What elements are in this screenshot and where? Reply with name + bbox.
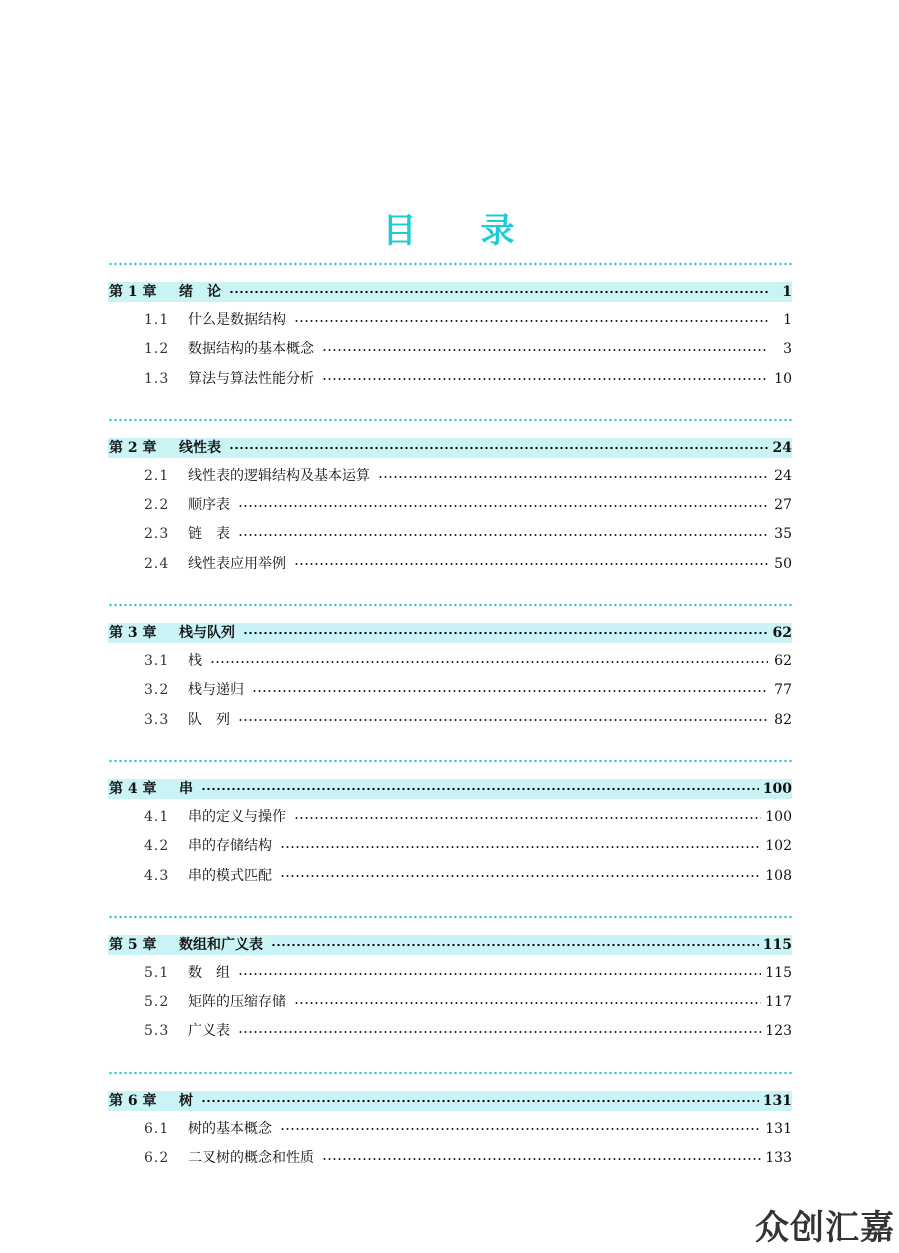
title-char-1: 目 — [382, 211, 419, 251]
section-title: 线性表的逻辑结构及基本运算 — [188, 467, 370, 484]
dotted-separator — [108, 418, 792, 422]
chapter-page-number: 24 — [772, 439, 792, 456]
chapter-block — [108, 418, 792, 579]
section-page-number: 77 — [774, 682, 792, 699]
section-title: 线性表应用举例 — [188, 555, 286, 572]
dot-leader — [280, 874, 761, 878]
section-row[interactable] — [108, 335, 792, 364]
section-row[interactable] — [108, 959, 792, 988]
section-page-number: 3 — [783, 341, 792, 358]
dot-leader — [238, 533, 768, 537]
dot-leader — [294, 816, 761, 820]
section-number: 6.2 — [144, 1150, 170, 1167]
section-page-number: 108 — [765, 867, 792, 884]
section-row[interactable] — [108, 862, 792, 891]
section-title: 算法与算法性能分析 — [188, 370, 314, 387]
section-page-number: 117 — [765, 994, 792, 1011]
section-title: 串的模式匹配 — [188, 867, 272, 884]
section-row[interactable] — [108, 1144, 792, 1173]
chapter-block — [108, 603, 792, 735]
dot-leader — [322, 348, 768, 352]
section-title: 顺序表 — [188, 497, 230, 514]
section-row[interactable] — [108, 1115, 792, 1144]
dot-leader — [280, 1127, 761, 1131]
section-number: 2.3 — [144, 526, 170, 543]
section-row[interactable] — [108, 988, 792, 1017]
section-page-number: 10 — [774, 370, 792, 387]
chapter-page-number: 131 — [762, 1092, 792, 1109]
section-number: 2.1 — [144, 467, 170, 484]
chapter-title: 线性表 — [179, 439, 221, 456]
section-row[interactable] — [108, 550, 792, 579]
section-title: 串的存储结构 — [188, 838, 272, 855]
watermark-logo: 众创汇嘉 — [755, 1208, 895, 1248]
section-title: 二叉树的概念和性质 — [188, 1150, 314, 1167]
dot-leader — [201, 1099, 759, 1103]
chapter-label: 第 2 章 — [109, 439, 157, 456]
chapter-page-number: 1 — [782, 284, 792, 300]
section-title: 什么是数据结构 — [188, 312, 286, 328]
section-row[interactable] — [108, 520, 792, 549]
section-row[interactable] — [108, 706, 792, 735]
dotted-separator — [108, 759, 792, 763]
section-page-number: 1 — [783, 312, 792, 328]
section-number: 4.3 — [144, 867, 170, 884]
section-title: 数 组 — [188, 964, 230, 981]
section-row[interactable] — [108, 676, 792, 705]
section-number: 1.3 — [144, 370, 170, 387]
chapter-block — [108, 915, 792, 1047]
section-number: 5.1 — [144, 964, 170, 981]
chapter-row[interactable] — [108, 623, 792, 643]
section-number: 3.2 — [144, 682, 170, 699]
section-row[interactable] — [108, 462, 792, 491]
section-number: 6.1 — [144, 1120, 170, 1137]
section-page-number: 50 — [774, 555, 792, 572]
table-of-contents — [108, 262, 792, 1197]
section-title: 栈与递归 — [188, 682, 244, 699]
dotted-separator — [108, 262, 792, 266]
chapter-row[interactable] — [108, 1091, 792, 1111]
dot-leader — [238, 504, 768, 508]
chapter-title: 串 — [179, 780, 193, 797]
section-page-number: 82 — [774, 711, 792, 728]
dotted-separator — [108, 915, 792, 919]
section-number: 4.1 — [144, 808, 170, 825]
dot-leader — [229, 290, 768, 294]
section-page-number: 131 — [765, 1120, 792, 1137]
dot-leader — [378, 475, 768, 479]
section-number: 1.1 — [144, 312, 170, 328]
section-page-number: 62 — [774, 653, 792, 670]
section-title: 栈 — [188, 653, 202, 670]
section-number: 5.2 — [144, 994, 170, 1011]
dot-leader — [252, 689, 768, 693]
section-number: 1.2 — [144, 341, 170, 358]
chapter-title: 栈与队列 — [179, 625, 235, 642]
section-row[interactable] — [108, 1017, 792, 1046]
section-page-number: 35 — [774, 526, 792, 543]
dotted-separator — [108, 603, 792, 607]
section-title: 链 表 — [188, 526, 230, 543]
dot-leader — [322, 377, 768, 381]
section-row[interactable] — [108, 647, 792, 676]
dot-leader — [294, 562, 768, 566]
chapter-row[interactable] — [108, 935, 792, 955]
section-row[interactable] — [108, 491, 792, 520]
page-title — [0, 203, 899, 252]
dot-leader — [238, 972, 761, 976]
dot-leader — [294, 1001, 761, 1005]
chapter-title: 数组和广义表 — [179, 936, 263, 953]
section-title: 广义表 — [188, 1023, 230, 1040]
chapter-label: 第 5 章 — [109, 936, 157, 953]
chapter-page-number: 100 — [762, 780, 792, 797]
dot-leader — [280, 845, 761, 849]
section-number: 2.2 — [144, 497, 170, 514]
dot-leader — [271, 943, 759, 947]
section-page-number: 123 — [765, 1023, 792, 1040]
dotted-separator — [108, 1071, 792, 1075]
section-title: 树的基本概念 — [188, 1120, 272, 1137]
section-page-number: 102 — [765, 838, 792, 855]
chapter-label: 第 1 章 — [109, 284, 157, 300]
dot-leader — [322, 1157, 761, 1161]
section-page-number: 115 — [765, 964, 792, 981]
section-number: 4.2 — [144, 838, 170, 855]
section-row[interactable] — [108, 832, 792, 861]
section-row[interactable] — [108, 803, 792, 832]
chapter-row[interactable] — [108, 438, 792, 458]
chapter-block — [108, 1071, 792, 1174]
dot-leader — [243, 631, 768, 635]
section-number: 3.3 — [144, 711, 170, 728]
dot-leader — [201, 787, 759, 791]
chapter-row[interactable] — [108, 779, 792, 799]
dot-leader — [238, 718, 768, 722]
chapter-block — [108, 759, 792, 891]
title-char-2: 录 — [480, 211, 517, 251]
section-page-number: 100 — [765, 808, 792, 825]
chapter-block — [108, 262, 792, 394]
section-title: 数据结构的基本概念 — [188, 341, 314, 358]
dot-leader — [294, 319, 768, 323]
chapter-label: 第 6 章 — [109, 1092, 157, 1109]
section-number: 3.1 — [144, 653, 170, 670]
dot-leader — [210, 660, 768, 664]
section-page-number: 133 — [765, 1150, 792, 1167]
chapter-label: 第 3 章 — [109, 625, 157, 642]
chapter-page-number: 115 — [762, 936, 792, 953]
section-number: 5.3 — [144, 1023, 170, 1040]
section-page-number: 24 — [774, 467, 792, 484]
chapter-title: 绪 论 — [179, 284, 221, 300]
chapter-row[interactable] — [108, 282, 792, 302]
dot-leader — [238, 1030, 761, 1034]
chapter-page-number: 62 — [772, 625, 792, 642]
chapter-label: 第 4 章 — [109, 780, 157, 797]
chapter-title: 树 — [179, 1092, 193, 1109]
dot-leader — [229, 446, 768, 450]
section-title: 矩阵的压缩存储 — [188, 994, 286, 1011]
section-number: 2.4 — [144, 555, 170, 572]
section-row[interactable] — [108, 306, 792, 335]
section-title: 队 列 — [188, 711, 230, 728]
section-row[interactable] — [108, 365, 792, 394]
section-title: 串的定义与操作 — [188, 808, 286, 825]
section-page-number: 27 — [774, 497, 792, 514]
